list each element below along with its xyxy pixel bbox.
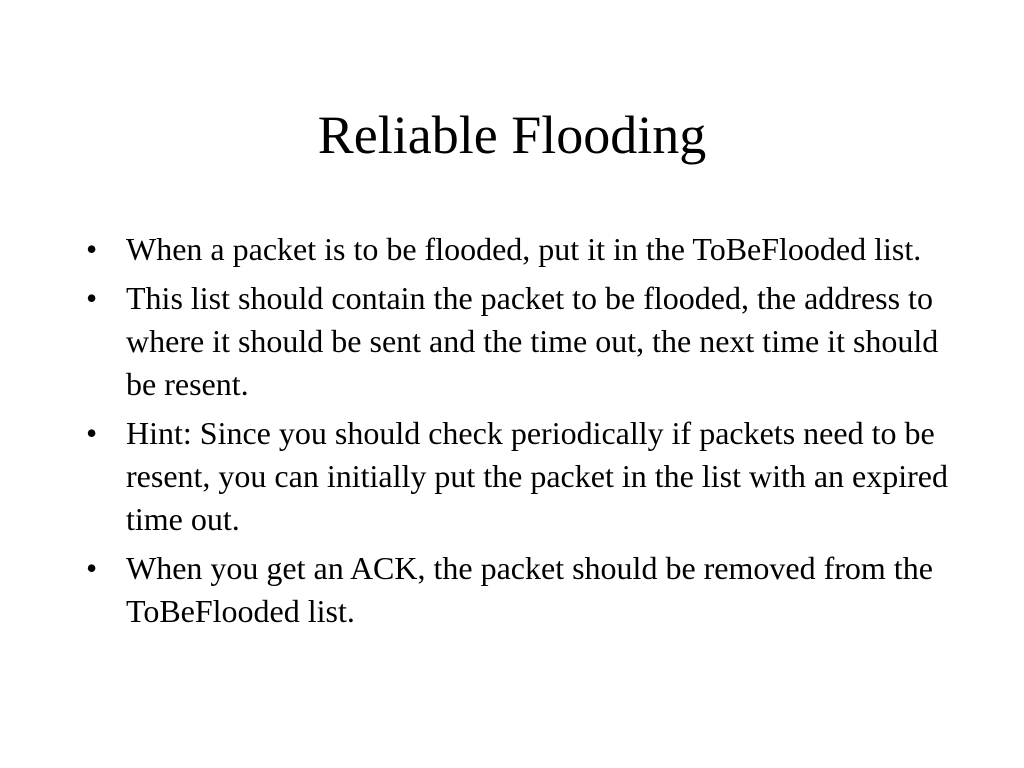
bullet-text: This list should contain the packet to be flooded, the address to where it should be sent and the time out, the next time it should be resent. (126, 280, 939, 402)
bullet-dot-icon: • (86, 550, 98, 586)
bullet-text: When you get an ACK, the packet should be removed from the ToBeFlooded list. (126, 550, 933, 629)
bullet-dot-icon: • (86, 280, 98, 316)
bullet-item (86, 412, 956, 541)
bullet-dot-icon: • (86, 231, 98, 267)
slide-title: Reliable Flooding (317, 105, 707, 165)
bullet-item (86, 277, 956, 406)
bullet-item (86, 228, 956, 271)
bullet-list (86, 228, 956, 639)
bullet-dot-icon: • (86, 415, 98, 451)
bullet-text: When a packet is to be flooded, put it in the ToBeFlooded list. (126, 231, 922, 267)
bullet-item (86, 547, 956, 633)
bullet-text: Hint: Since you should check periodically if packets need to be resent, you can initially put the packet in the list with an expired time out. (126, 415, 948, 537)
